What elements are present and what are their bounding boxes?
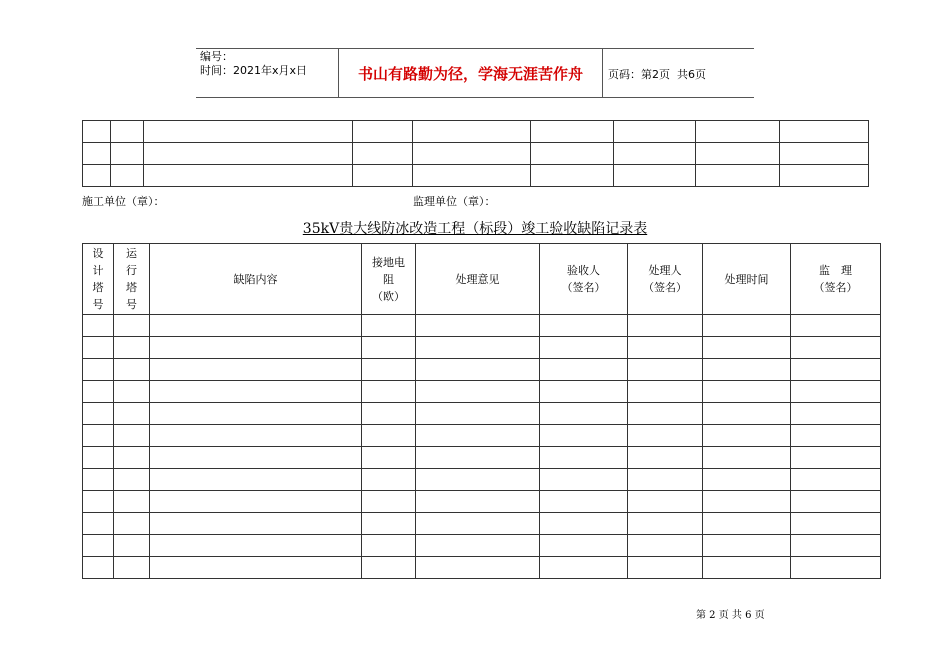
table-cell[interactable] [628,513,703,535]
table-cell[interactable] [628,491,703,513]
table-cell[interactable] [114,513,150,535]
table-row [83,337,881,359]
table-cell[interactable] [83,359,114,381]
table-cell[interactable] [144,143,353,165]
table-row [83,165,869,187]
table-cell[interactable] [696,143,780,165]
table-cell[interactable] [83,337,114,359]
table-cell[interactable] [353,165,413,187]
table-cell[interactable] [83,447,114,469]
table-cell[interactable] [83,315,114,337]
table-cell[interactable] [114,381,150,403]
table-cell[interactable] [416,359,540,381]
table-cell[interactable] [83,513,114,535]
table-row [83,469,881,491]
table-cell[interactable] [791,469,881,491]
table-cell[interactable] [703,403,791,425]
table-cell[interactable] [791,491,881,513]
table-cell[interactable] [540,469,628,491]
table-cell[interactable] [416,403,540,425]
table-cell[interactable] [114,447,150,469]
table-cell[interactable] [540,337,628,359]
motto-cell [338,49,603,97]
table-cell[interactable] [150,513,362,535]
table-cell[interactable] [150,337,362,359]
table-cell[interactable] [531,121,614,143]
table-cell[interactable] [416,447,540,469]
table-cell[interactable] [540,491,628,513]
table-cell[interactable] [791,381,881,403]
table-cell[interactable] [703,315,791,337]
col-operating-tower: 运 行 塔 号 [114,244,150,315]
table-row [83,557,881,579]
table-cell[interactable] [791,403,881,425]
table-row [83,381,881,403]
table-cell[interactable] [114,359,150,381]
number-label: 编号： [200,50,233,63]
table-cell[interactable] [696,165,780,187]
table-cell[interactable] [628,359,703,381]
table-cell[interactable] [144,165,353,187]
table-cell[interactable] [150,403,362,425]
table-cell[interactable] [114,491,150,513]
construction-unit-label: 施工单位（章）： [82,195,165,208]
table-cell[interactable] [628,403,703,425]
table-cell[interactable] [628,469,703,491]
table-cell[interactable] [540,403,628,425]
motto-text: 书山有路勤为径，学海无涯苦作舟 [357,64,583,83]
table-cell[interactable] [703,337,791,359]
table-cell[interactable] [416,535,540,557]
table-cell[interactable] [114,535,150,557]
table-cell[interactable] [83,165,111,187]
table-header-row [83,244,881,315]
table-cell[interactable] [353,143,413,165]
table-cell[interactable] [614,143,696,165]
table-cell[interactable] [362,359,416,381]
table-cell[interactable] [703,447,791,469]
table-cell[interactable] [416,425,540,447]
table-cell[interactable] [540,359,628,381]
table-cell[interactable] [413,143,531,165]
table-cell[interactable] [416,315,540,337]
table-cell[interactable] [791,359,881,381]
table-cell[interactable] [114,425,150,447]
table-row [83,315,881,337]
table-cell[interactable] [614,121,696,143]
table-cell[interactable] [540,447,628,469]
form-title: 35kV贵大线防冰改造工程（标段）竣工验收缺陷记录表 [302,221,648,237]
table-cell[interactable] [416,513,540,535]
page-label: 页码：第2页 共6页 [608,68,706,81]
table-cell[interactable] [703,535,791,557]
table-cell[interactable] [628,315,703,337]
table-cell[interactable] [362,315,416,337]
table-cell[interactable] [531,143,614,165]
table-cell[interactable] [628,535,703,557]
table-cell[interactable] [83,381,114,403]
supervision-unit-label: 监理单位（章）： [413,195,496,208]
table-cell[interactable] [362,447,416,469]
table-cell[interactable] [150,535,362,557]
col-handler: 处理人 （签名） [628,244,703,315]
table-row [83,359,881,381]
table-cell[interactable] [150,315,362,337]
table-row [83,425,881,447]
table-cell[interactable] [628,381,703,403]
table-cell[interactable] [83,403,114,425]
col-supervisor: 监 理 （签名） [791,244,881,315]
table-cell[interactable] [413,121,531,143]
table-cell[interactable] [83,557,114,579]
table-row [83,491,881,513]
table-cell[interactable] [791,425,881,447]
col-defect-content: 缺陷内容 [150,244,362,315]
table-cell[interactable] [362,469,416,491]
table-cell[interactable] [83,121,111,143]
table-cell[interactable] [791,513,881,535]
table-cell[interactable] [111,121,144,143]
table-cell[interactable] [628,447,703,469]
table-cell[interactable] [791,337,881,359]
table-cell[interactable] [540,513,628,535]
table-cell[interactable] [791,447,881,469]
table-row [83,447,881,469]
time-label: 时间：2021年x月x日 [200,64,308,77]
table-cell[interactable] [416,469,540,491]
table-cell[interactable] [780,165,869,187]
table-cell[interactable] [362,491,416,513]
previous-table-continuation [82,120,869,187]
table-cell[interactable] [540,557,628,579]
table-cell[interactable] [83,535,114,557]
table-cell[interactable] [780,143,869,165]
header-meta [200,50,307,78]
col-handling-time: 处理时间 [703,244,791,315]
table-cell[interactable] [150,469,362,491]
table-cell[interactable] [614,165,696,187]
table-cell[interactable] [362,557,416,579]
col-acceptor: 验收人 （签名） [540,244,628,315]
defect-record-table [82,243,881,579]
table-cell[interactable] [114,557,150,579]
table-cell[interactable] [628,337,703,359]
table-cell[interactable] [540,381,628,403]
table-cell[interactable] [416,557,540,579]
table-cell[interactable] [703,469,791,491]
table-cell[interactable] [150,491,362,513]
table-cell[interactable] [362,513,416,535]
table-cell[interactable] [83,143,111,165]
table-cell[interactable] [114,315,150,337]
col-design-tower: 设 计 塔 号 [83,244,114,315]
table-cell[interactable] [114,469,150,491]
table-cell[interactable] [83,469,114,491]
table-cell[interactable] [703,557,791,579]
table-cell[interactable] [703,425,791,447]
table-cell[interactable] [362,535,416,557]
table-cell[interactable] [362,381,416,403]
table-cell[interactable] [362,403,416,425]
table-cell[interactable] [83,425,114,447]
col-grounding-resistance: 接地电 阻 （欧） [362,244,416,315]
table-cell[interactable] [540,535,628,557]
table-cell[interactable] [362,337,416,359]
table-cell[interactable] [413,165,531,187]
table-cell[interactable] [703,359,791,381]
table-cell[interactable] [150,557,362,579]
table-cell[interactable] [703,381,791,403]
table-cell[interactable] [111,143,144,165]
document-header [196,48,754,98]
table-row [83,121,869,143]
table-cell[interactable] [791,557,881,579]
table-cell[interactable] [150,447,362,469]
table-cell[interactable] [791,535,881,557]
table-cell[interactable] [150,425,362,447]
table-cell[interactable] [780,121,869,143]
table-cell[interactable] [111,165,144,187]
table-cell[interactable] [150,359,362,381]
table-cell[interactable] [83,491,114,513]
table-cell[interactable] [353,121,413,143]
table-cell[interactable] [791,315,881,337]
table-cell[interactable] [703,513,791,535]
table-cell[interactable] [416,381,540,403]
col-handling-opinion: 处理意见 [416,244,540,315]
table-row [83,513,881,535]
table-cell[interactable] [628,425,703,447]
table-cell[interactable] [540,425,628,447]
table-row [83,143,869,165]
table-cell[interactable] [696,121,780,143]
table-cell[interactable] [628,557,703,579]
table-cell[interactable] [150,381,362,403]
table-row [83,535,881,557]
table-row [83,403,881,425]
table-cell[interactable] [540,315,628,337]
table-cell[interactable] [416,337,540,359]
table-cell[interactable] [144,121,353,143]
table-cell[interactable] [114,403,150,425]
table-cell[interactable] [531,165,614,187]
table-cell[interactable] [114,337,150,359]
table-cell[interactable] [416,491,540,513]
page-number: 第 2 页 共 6 页 [696,610,765,621]
table-cell[interactable] [362,425,416,447]
table-cell[interactable] [703,491,791,513]
